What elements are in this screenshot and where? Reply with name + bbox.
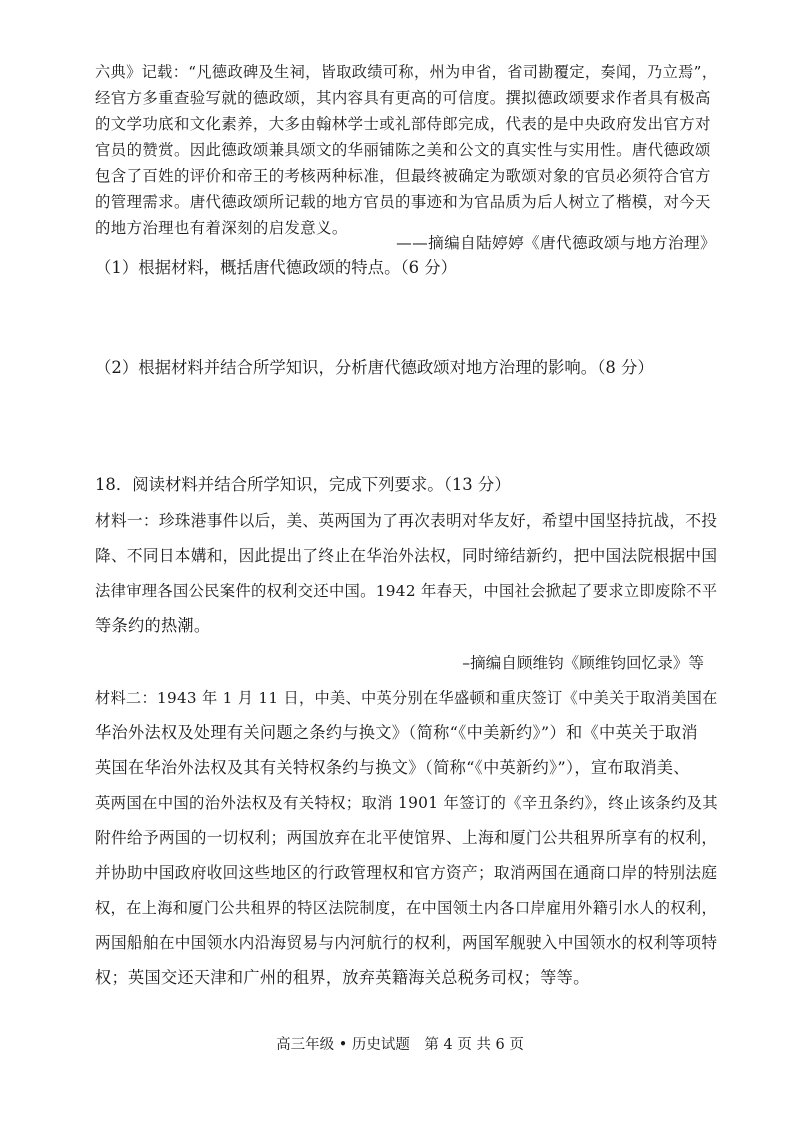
material-17-line: 包含了百姓的评价和帝王的考核两种标准，但最终被确定为歌颂对象的官员必须符合官方 [95, 167, 711, 185]
material-17-line: 的地方治理也有着深刻的启发意义。 [95, 219, 348, 237]
material-18-1-line: 降、不同日本媾和，因此提出了终止在华治外法权，同时缔结新约，把中国法院根据中国 [95, 546, 718, 565]
material-17-line: 的文学功底和文化素养，大多由翰林学士或礼部侍郎完成，代表的是中央政府发出官方对 [95, 115, 711, 133]
material-18-1-line: 等条约的热潮。 [95, 616, 211, 635]
material-18-2-line: 英国在华治外法权及其有关特权条约与换文》（简称“《中英新约》”），宣布取消美、 [95, 758, 690, 777]
question-17-2: （2）根据材料并结合所学知识，分析唐代德政颂对地方治理的影响。（8 分） [95, 358, 654, 377]
material-17-line: 的管理需求。唐代德政颂所记载的地方官员的事迹和为官品质为后人树立了楷模，对今天 [95, 193, 711, 211]
page-footer: 高三年级 • 历史试题 第 4 页 共 6 页 [276, 1037, 524, 1053]
material-17-line: 官员的赞赏。因此德政颂兼具颂文的华丽铺陈之美和公文的真实性与实用性。唐代德政颂 [95, 141, 711, 159]
material-17-line: 六典》记载：“凡德政碑及生祠，皆取政绩可称，州为申省，省司勘覆定，奏闻，乃立焉”， [95, 63, 718, 81]
material-18-2-line: 英两国在中国的治外法权及有关特权；取消 1901 年签订的《辛丑条约》，终止该条约及其 [95, 794, 718, 812]
material-18-2-line: 并协助中国政府收回这些地区的行政管理权和官方资产；取消两国在通商口岸的特别法庭 [95, 863, 718, 882]
question-17-1: （1）根据材料，概括唐代德政颂的特点。（6 分） [95, 258, 458, 277]
material-18-2-line: 附件给予两国的一切权利；两国放弃在北平使馆界、上海和厦门公共租界所享有的权利， [95, 828, 718, 847]
material-18-2-line: 权；英国交还天津和广州的租界，放弃英籍海关总税务司权；等等。 [95, 968, 590, 987]
material-18-2-line: 华治外法权及处理有关问题之条约与换文》（简称“《中美新约》”）和《中英关于取消 [95, 723, 698, 742]
material-18-2-line: 两国船舶在中国领水内沿海贸易与内河航行的权利，两国军舰驶入中国领水的权利等项特 [95, 933, 718, 952]
material-17-source: ——摘编自陆婷婷《唐代德政颂与地方治理》 [396, 234, 716, 252]
material-18-2-line: 权，在上海和厦门公共租界的特区法院制度，在中国领土内各口岸雇用外籍引水人的权利， [95, 899, 717, 917]
material-18-1-source: –摘编自顾维钧《顾维钧回忆录》等 [462, 654, 704, 672]
material-17-line: 经官方多重查验写就的德政颂，其内容具有更高的可信度。撰拟德政颂要求作者具有极高 [95, 89, 711, 107]
question-18-heading: 18．阅读材料并结合所学知识，完成下列要求。（13 分） [95, 475, 511, 494]
material-18-1-line: 材料一：珍珠港事件以后，美、英两国为了再次表明对华友好，希望中国坚持抗战，不投 [95, 511, 718, 530]
material-18-1-line: 法律审理各国公民案件的权利交还中国。1942 年春天，中国社会掀起了要求立即废除不平 [95, 582, 718, 600]
material-18-2-line: 材料二：1943 年 1 月 11 日，中美、中英分别在华盛顿和重庆签订《中美关于取消美国在 [95, 689, 718, 707]
